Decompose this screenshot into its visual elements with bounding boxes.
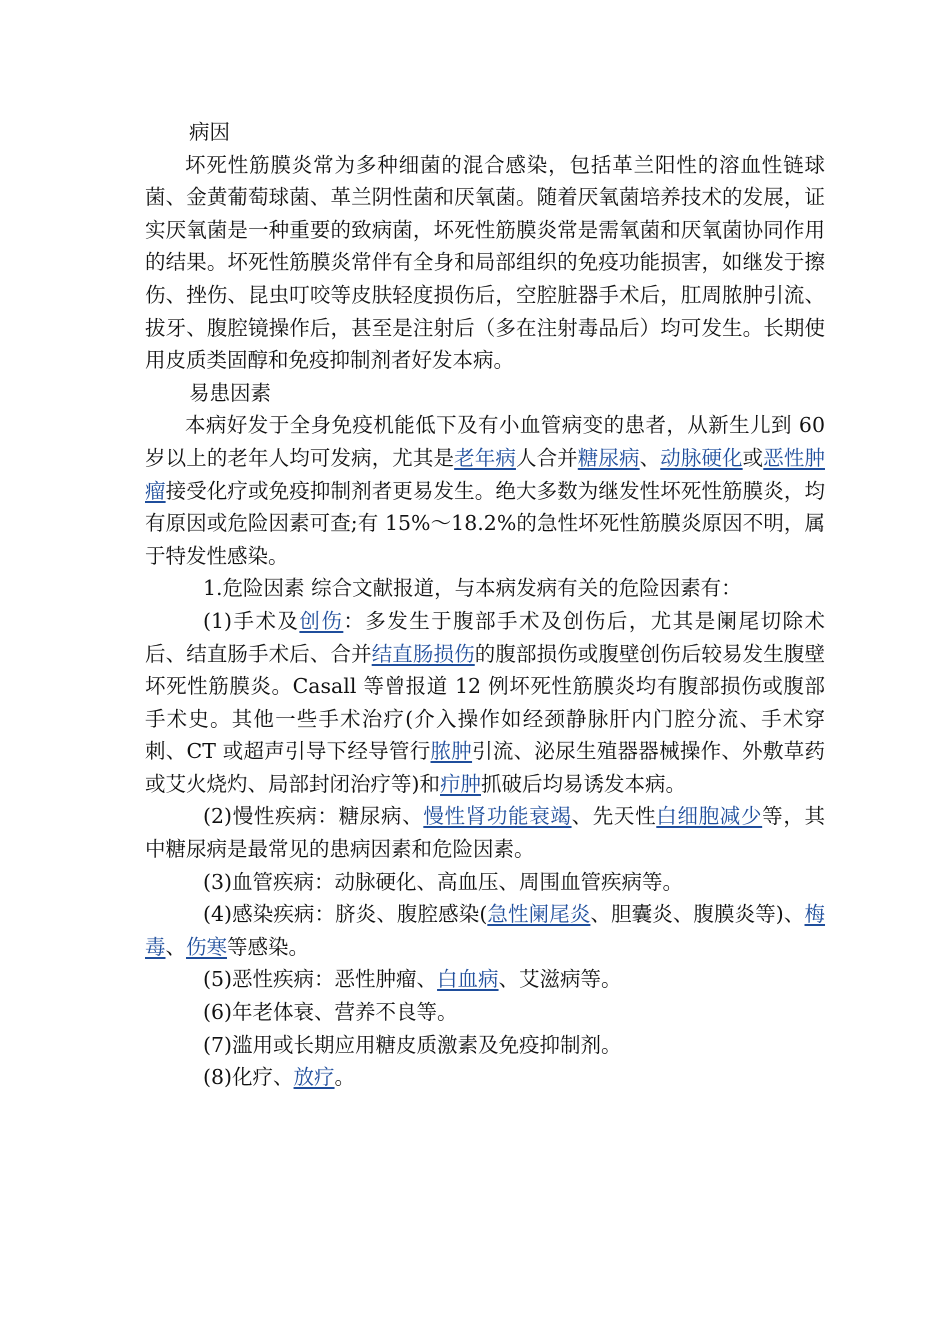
risk-item-1: [145, 605, 825, 801]
text-span: 、艾滋病等。: [498, 967, 622, 992]
text-span: 的腹部损伤或腹壁创伤后较易发生腹壁坏死性筋膜炎。Casall 等曾报道 12 例坏死性筋膜炎均有腹部损伤或腹部手术史。其他一些手术治疗(介入操作如经颈静脉肝内门腔分流、手术穿刺、CT 或超声引导下经导管行: [145, 641, 825, 764]
link-chronic-renal-failure[interactable]: 慢性肾功能衰竭: [423, 804, 572, 829]
text-span: 、: [165, 934, 186, 959]
link-radiotherapy[interactable]: 放疗: [293, 1065, 335, 1090]
text-span: 人合并: [515, 445, 578, 470]
text-span: (1)手术及: [203, 608, 300, 633]
section-heading-risk: 易患因素: [189, 380, 271, 405]
link-abscess[interactable]: 脓肿: [430, 739, 473, 764]
text-span: 引流、泌尿生殖器器械操作、外敷草药或艾火烧灼、局部封闭治疗等)和: [145, 739, 826, 796]
text-span: 。: [334, 1065, 356, 1090]
risk-item-6: (6)年老体衰、营养不良等。: [203, 1000, 458, 1025]
text-span: 等感染。: [227, 934, 309, 959]
link-acute-appendicitis[interactable]: 急性阑尾炎: [487, 902, 591, 927]
link-diabetes[interactable]: 糖尿病: [577, 445, 640, 470]
link-leukopenia[interactable]: 白细胞减少: [656, 804, 763, 829]
risk-item-4: [145, 898, 825, 963]
paragraph-risk: [145, 409, 832, 572]
link-typhoid[interactable]: 伤寒: [186, 934, 227, 959]
text-span: (4)感染疾病：脐炎、腹腔感染(: [203, 902, 488, 927]
text-span: 、先天性: [571, 804, 657, 829]
link-arteriosclerosis[interactable]: 动脉硬化: [660, 445, 743, 470]
text-span: (2)慢性疾病：糖尿病、: [203, 804, 424, 829]
link-furuncle[interactable]: 疖肿: [440, 771, 481, 796]
section-heading-cause: 病因: [189, 120, 230, 144]
link-malignant-tumor[interactable]: 恶性肿瘤: [145, 445, 825, 503]
text-span: ：多发生于腹部手术及创伤后，尤其是阑尾切除术后、结直肠手术后、合并: [145, 608, 826, 666]
text-span: 、: [639, 445, 661, 470]
text-span: (8)化疗、: [203, 1065, 294, 1090]
text-span: 等，其中糖尿病是最常见的患病因素和危险因素。: [145, 804, 826, 862]
text-span: 、胆囊炎、腹膜炎等)、: [590, 902, 805, 927]
text-span: 接受化疗或免疫抑制剂者更易发生。绝大多数为继发性坏死性筋膜炎，均有原因或危险因素可查;有 15%～18.2%的急性坏死性筋膜炎原因不明，属于特发性感染。: [145, 478, 825, 568]
link-syphilis[interactable]: 梅毒: [145, 902, 826, 959]
risk-item-2: [145, 800, 825, 865]
risk-item-8: [145, 1061, 825, 1094]
text-span: 抓破后均易诱发本病。: [481, 771, 686, 796]
document-page: [145, 116, 832, 1094]
risk-item-3: (3)血管疾病：动脉硬化、高血压、周围血管疾病等。: [203, 869, 684, 894]
risk-factors-intro: 1.危险因素 综合文献报道，与本病发病有关的危险因素有：: [203, 576, 742, 601]
paragraph-cause: 坏死性筋膜炎常为多种细菌的混合感染，包括革兰阳性的溶血性链球菌、金黄葡萄球菌、革兰阴性菌和厌氧菌。随着厌氧菌培养技术的发展，证实厌氧菌是一种重要的致病菌，坏死性筋膜炎常是需氧菌和厌氧菌协同作用的结果。坏死性筋膜炎常伴有全身和局部组织的免疫功能损害，如继发于擦伤、挫伤、昆虫叮咬等皮肤轻度损伤后，空腔脏器手术后，肛周脓肿引流、拔牙、腹腔镜操作后，甚至是注射后（多在注射毒品后）均可发生。长期使用皮质类固醇和免疫抑制剂者好发本病。: [145, 152, 825, 373]
link-leukemia[interactable]: 白血病: [437, 967, 499, 992]
text-span: 或: [742, 445, 764, 470]
link-colorectal-injury[interactable]: 结直肠损伤: [371, 641, 475, 666]
text-span: (5)恶性疾病：恶性肿瘤、: [203, 967, 438, 992]
text-span: 本病好发于全身免疫机能低下及有小血管病变的患者，从新生儿到 60 岁以上的老年人均可发病，尤其是: [145, 413, 832, 470]
link-trauma[interactable]: 创伤: [299, 608, 344, 633]
risk-item-7: (7)滥用或长期应用糖皮质激素及免疫抑制剂。: [203, 1032, 622, 1057]
link-geriatric-disease[interactable]: 老年病: [454, 445, 516, 470]
risk-item-5: [145, 963, 825, 996]
